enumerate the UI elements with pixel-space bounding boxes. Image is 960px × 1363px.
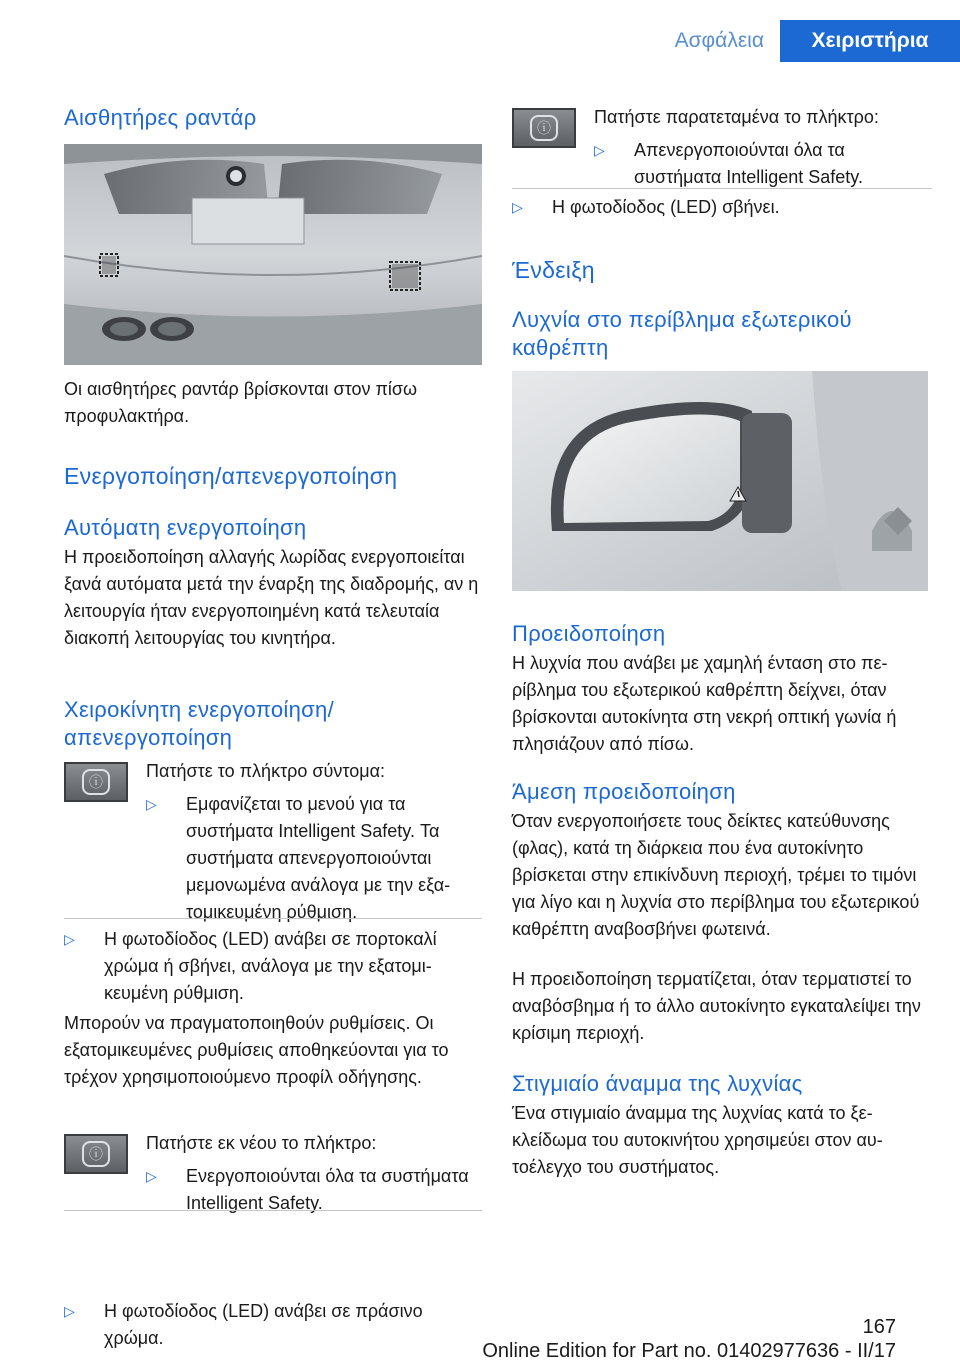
triangle-bullet-icon: ▷ [146,1168,157,1184]
left-column [64,0,482,1348]
intelligent-safety-button-icon[interactable] [64,762,128,802]
page-number: 167 [862,1316,896,1338]
list-item [64,1298,482,1352]
side-mirror-illustration [512,371,928,591]
direct-warning-heading: Άμεση προειδοποίηση [512,779,736,804]
edition-text: Online Edition for Part no. 01402977636 - II/17 [482,1340,896,1362]
divider [64,1210,482,1211]
key-press-again-bullet-2: Η φωτοδίοδος (LED) ανάβει σε πράσινο χρώμα. [104,1301,423,1348]
flash-text: Ένα στιγμιαίο άναμμα της λυχνίας κατά το ξεκλείδωμα του αυτοκινήτου χρησιμεύει στον αυτοέλεγχο του συστήματος. [512,1103,883,1177]
list-item [146,1163,482,1217]
triangle-bullet-icon: ▷ [146,796,157,812]
triangle-bullet-icon: ▷ [594,142,605,158]
tab-controls[interactable]: Χειριστήρια [780,20,960,62]
settings-text: Μπορούν να πραγματοποιηθούν ρυθμίσεις. Οι εξατομικευμένες ρυθμίσεις αποθηκεύονται για το τρέχον χρησιμοποιούμενο προφίλ οδήγησης. [64,1013,449,1087]
safety-button-symbol-icon: ⓘ [82,769,110,795]
key-press-short-bullet-1: Εμφανίζεται το μενού για τα συστήματα Intelligent Safety. Τα συστήματα απενεργοποιούνται μεμονωμένα ανάλογα με την εξατομικευμένη ρύθμιση. [186,794,451,922]
key-press-long-intro: Πατήστε παρατεταμένα το πλήκτρο: [594,107,879,127]
key-press-short-intro: Πατήστε το πλήκτρο σύντομα: [146,761,386,781]
key-press-long-bullet-1: Απενεργοποιούνται όλα τα συστήματα Intelligent Safety. [634,140,863,187]
intelligent-safety-button-icon[interactable] [64,1134,128,1174]
side-mirror-image [512,371,928,591]
key-press-long-bullet-2: Η φωτοδίοδος (LED) σβήνει. [552,197,780,217]
manual-activation-heading: Χειροκίνητη ενεργοποίηση/ απενεργοποίηση [64,697,334,750]
triangle-bullet-icon: ▷ [64,1303,75,1319]
warning-text: Η λυχνία που ανάβει με χαμηλή ένταση στο περίβλημα του εξωτερικού καθρέπτη δείχνει, όταν βρίσκονται αυτοκίνητα στη νεκρή οπτική γωνία ή πλησιάζουν από πίσω. [512,653,897,754]
auto-activation-heading: Αυτόματη ενεργοποίηση [64,515,307,540]
safety-button-symbol-icon: ⓘ [82,1141,110,1167]
key-press-again-intro: Πατήστε εκ νέου το πλήκτρο: [146,1133,377,1153]
triangle-bullet-icon: ▷ [64,931,75,947]
indication-heading: Ένδειξη [512,257,595,283]
rear-bumper-image [64,144,482,365]
direct-warning-text-1: Όταν ενεργοποιήσετε τους δείκτες κατεύθυνσης (φλας), κατά τη διάρκεια που ένα αυτοκίνητο βρίσκεται στην επικίνδυνη περιοχή, τρέμει το τιμόνι για λίγο και η λυχνία στο περίβλημα του εξωτερικού καθρέπτη αναβοσβήνει φωτεινά. [512,811,920,939]
mirror-lamp-heading: Λυχνία στο περίβλημα εξωτερικού καθρέπτη [512,307,852,360]
triangle-bullet-icon: ▷ [512,199,523,215]
activation-heading: Ενεργοποίηση/απενεργοποίηση [64,463,398,489]
radar-sensors-description: Οι αισθητήρες ραντάρ βρίσκονται στον πίσω προφυλακτήρα. [64,379,418,426]
list-item [64,926,482,1007]
safety-button-symbol-icon: ⓘ [530,115,558,141]
auto-activation-text: Η προειδοποίηση αλλαγής λωρίδας ενεργοποιείται ξανά αυτόματα μετά την έναρξη της διαδρομής, αν η λειτουργία ήταν ενεργοποιημένη κατά τελευταία διακοπή λειτουργίας του κινητήρα. [64,547,479,648]
divider [64,918,482,919]
warning-heading: Προειδοποίηση [512,621,666,646]
list-item [594,137,932,191]
direct-warning-text-2: Η προειδοποίηση τερματίζεται, όταν τερματιστεί το αναβόσβημα ή το άλλο αυτοκίνητο εγκαταλείψει την κρίσιμη περιοχή. [512,969,921,1043]
key-press-short-bullet-2: Η φωτοδίοδος (LED) ανάβει σε πορτοκαλί χρώμα ή σβήνει, ανάλογα με την εξατομικευμένη ρύθμιση. [104,929,437,1003]
list-item [146,791,482,926]
key-press-again-bullet-1: Ενεργοποιούνται όλα τα συστήματα Intelligent Safety. [186,1166,469,1213]
divider [512,188,932,189]
rear-bumper-illustration [64,144,482,365]
intelligent-safety-button-icon[interactable] [512,108,576,148]
radar-sensors-heading: Αισθητήρες ραντάρ [64,105,257,130]
flash-heading: Στιγμιαίο άναμμα της λυχνίας [512,1071,803,1096]
list-item [512,194,932,221]
key-press-long-block [512,104,932,194]
tab-safety[interactable]: Ασφάλεια [657,20,780,62]
key-press-again-block [64,1130,482,1220]
